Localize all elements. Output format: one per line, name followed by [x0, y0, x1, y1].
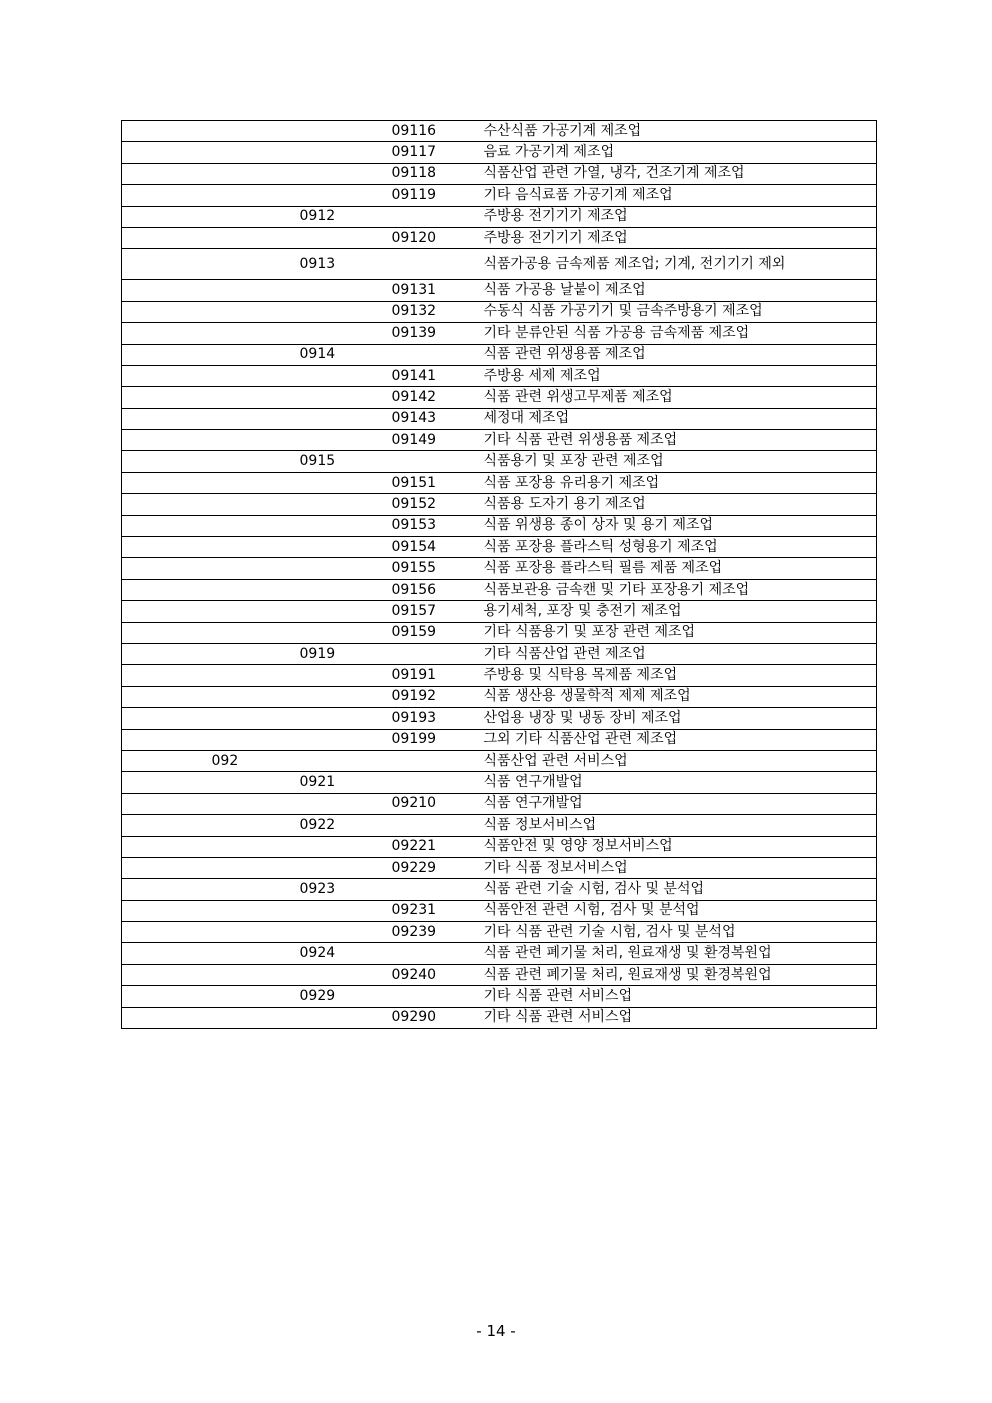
class-name-cell: 식품안전 관련 시험, 검사 및 분석업 — [482, 900, 877, 921]
major-code-cell — [122, 430, 212, 451]
division-code-cell — [212, 772, 300, 793]
class-code-cell — [392, 943, 482, 964]
class-name-cell: 기타 식품 관련 서비스업 — [482, 1007, 877, 1028]
division-code-cell — [212, 344, 300, 365]
class-name-cell: 식품산업 관련 서비스업 — [482, 750, 877, 771]
major-code-cell — [122, 249, 212, 280]
division-code-cell — [212, 121, 300, 142]
class-name-cell: 식품산업 관련 가열, 냉각, 건조기계 제조업 — [482, 163, 877, 184]
class-code-cell — [392, 344, 482, 365]
class-name-cell: 식품 포장용 플라스틱 필름 제품 제조업 — [482, 558, 877, 579]
division-code-cell — [212, 323, 300, 344]
division-code-cell — [212, 472, 300, 493]
major-code-cell — [122, 537, 212, 558]
group-code-cell — [300, 323, 392, 344]
division-code-cell — [212, 836, 300, 857]
class-code-cell: 09240 — [392, 964, 482, 985]
division-code-cell — [212, 964, 300, 985]
division-code-cell — [212, 601, 300, 622]
class-name-cell: 식품 연구개발업 — [482, 772, 877, 793]
class-name-cell: 식품 포장용 유리용기 제조업 — [482, 472, 877, 493]
class-name-cell: 식품보관용 금속캔 및 기타 포장용기 제조업 — [482, 579, 877, 600]
division-code-cell — [212, 430, 300, 451]
division-code-cell — [212, 943, 300, 964]
major-code-cell — [122, 665, 212, 686]
table-row — [122, 206, 877, 227]
group-code-cell — [300, 750, 392, 771]
class-code-cell: 09231 — [392, 900, 482, 921]
group-code-cell — [300, 964, 392, 985]
class-name-cell: 식품 관련 기술 시험, 검사 및 분석업 — [482, 879, 877, 900]
table-row — [122, 643, 877, 664]
table-row — [122, 408, 877, 429]
division-code-cell — [212, 249, 300, 280]
class-code-cell: 09229 — [392, 857, 482, 878]
class-name-cell: 식품 관련 위생고무제품 제조업 — [482, 387, 877, 408]
table-row — [122, 387, 877, 408]
class-name-cell: 기타 식품 관련 기술 시험, 검사 및 분석업 — [482, 922, 877, 943]
table-row — [122, 430, 877, 451]
division-code-cell — [212, 494, 300, 515]
major-code-cell — [122, 579, 212, 600]
table-row — [122, 836, 877, 857]
major-code-cell — [122, 750, 212, 771]
class-code-cell — [392, 986, 482, 1007]
table-row — [122, 249, 877, 280]
division-code-cell — [212, 900, 300, 921]
group-code-cell — [300, 494, 392, 515]
major-code-cell — [122, 943, 212, 964]
class-code-cell: 09141 — [392, 365, 482, 386]
group-code-cell — [300, 793, 392, 814]
major-code-cell — [122, 344, 212, 365]
group-code-cell: 0921 — [300, 772, 392, 793]
major-code-cell — [122, 472, 212, 493]
division-code-cell — [212, 185, 300, 206]
division-code-cell — [212, 793, 300, 814]
class-name-cell: 세정대 제조업 — [482, 408, 877, 429]
group-code-cell — [300, 558, 392, 579]
group-code-cell: 0912 — [300, 206, 392, 227]
classification-table — [121, 120, 877, 1029]
class-code-cell — [392, 750, 482, 771]
major-code-cell — [122, 451, 212, 472]
class-name-cell: 식품용기 및 포장 관련 제조업 — [482, 451, 877, 472]
class-code-cell: 09156 — [392, 579, 482, 600]
group-code-cell — [300, 301, 392, 322]
table-row — [122, 163, 877, 184]
division-code-cell — [212, 686, 300, 707]
major-code-cell — [122, 836, 212, 857]
class-code-cell: 09155 — [392, 558, 482, 579]
division-code-cell — [212, 986, 300, 1007]
division-code-cell — [212, 879, 300, 900]
class-name-cell: 식품 관련 폐기물 처리, 원료재생 및 환경복원업 — [482, 964, 877, 985]
class-name-cell: 식품안전 및 영양 정보서비스업 — [482, 836, 877, 857]
major-code-cell — [122, 515, 212, 536]
major-code-cell — [122, 387, 212, 408]
major-code-cell — [122, 558, 212, 579]
class-code-cell: 09149 — [392, 430, 482, 451]
class-name-cell: 기타 음식료품 가공기계 제조업 — [482, 185, 877, 206]
class-name-cell: 주방용 및 식탁용 목제품 제조업 — [482, 665, 877, 686]
division-code-cell — [212, 922, 300, 943]
class-name-cell: 식품 연구개발업 — [482, 793, 877, 814]
group-code-cell — [300, 922, 392, 943]
class-name-cell: 식품 가공용 날붙이 제조업 — [482, 280, 877, 301]
major-code-cell — [122, 772, 212, 793]
table-row — [122, 900, 877, 921]
division-code-cell — [212, 815, 300, 836]
class-code-cell: 09151 — [392, 472, 482, 493]
group-code-cell — [300, 408, 392, 429]
class-code-cell: 09210 — [392, 793, 482, 814]
group-code-cell — [300, 537, 392, 558]
table-row — [122, 622, 877, 643]
class-code-cell: 09290 — [392, 1007, 482, 1028]
class-name-cell: 기타 식품산업 관련 제조업 — [482, 643, 877, 664]
table-row — [122, 301, 877, 322]
classification-table-body — [122, 121, 877, 1029]
class-name-cell: 주방용 전기기기 제조업 — [482, 206, 877, 227]
class-code-cell: 09192 — [392, 686, 482, 707]
table-row — [122, 579, 877, 600]
group-code-cell — [300, 1007, 392, 1028]
group-code-cell — [300, 729, 392, 750]
division-code-cell — [212, 708, 300, 729]
table-row — [122, 344, 877, 365]
table-row — [122, 494, 877, 515]
major-code-cell — [122, 986, 212, 1007]
division-code-cell — [212, 622, 300, 643]
class-code-cell: 09142 — [392, 387, 482, 408]
group-code-cell — [300, 622, 392, 643]
class-code-cell: 09199 — [392, 729, 482, 750]
group-code-cell: 0924 — [300, 943, 392, 964]
major-code-cell — [122, 185, 212, 206]
class-code-cell — [392, 249, 482, 280]
table-row — [122, 515, 877, 536]
major-code-cell — [122, 365, 212, 386]
class-code-cell: 09157 — [392, 601, 482, 622]
major-code-cell — [122, 280, 212, 301]
major-code-cell — [122, 964, 212, 985]
division-code-cell — [212, 515, 300, 536]
class-name-cell: 기타 식품용기 및 포장 관련 제조업 — [482, 622, 877, 643]
major-code-cell — [122, 494, 212, 515]
class-name-cell: 음료 가공기계 제조업 — [482, 142, 877, 163]
division-code-cell — [212, 227, 300, 248]
class-name-cell: 식품 정보서비스업 — [482, 815, 877, 836]
group-code-cell — [300, 142, 392, 163]
table-row — [122, 323, 877, 344]
class-name-cell: 식품용 도자기 용기 제조업 — [482, 494, 877, 515]
class-name-cell: 식품 관련 폐기물 처리, 원료재생 및 환경복원업 — [482, 943, 877, 964]
major-code-cell — [122, 857, 212, 878]
class-name-cell: 식품 생산용 생물학적 제제 제조업 — [482, 686, 877, 707]
group-code-cell — [300, 121, 392, 142]
table-row — [122, 121, 877, 142]
table-row — [122, 879, 877, 900]
group-code-cell — [300, 185, 392, 206]
division-code-cell — [212, 365, 300, 386]
table-row — [122, 772, 877, 793]
division-code-cell — [212, 301, 300, 322]
table-row — [122, 922, 877, 943]
class-code-cell: 09139 — [392, 323, 482, 344]
table-row — [122, 142, 877, 163]
class-name-cell: 주방용 전기기기 제조업 — [482, 227, 877, 248]
group-code-cell — [300, 280, 392, 301]
class-name-cell: 기타 식품 관련 서비스업 — [482, 986, 877, 1007]
division-code-cell — [212, 1007, 300, 1028]
table-row — [122, 365, 877, 386]
table-row — [122, 729, 877, 750]
table-row — [122, 451, 877, 472]
group-code-cell — [300, 430, 392, 451]
class-code-cell: 09153 — [392, 515, 482, 536]
division-code-cell — [212, 643, 300, 664]
group-code-cell — [300, 163, 392, 184]
class-code-cell: 09143 — [392, 408, 482, 429]
class-name-cell: 식품가공용 금속제품 제조업; 기계, 전기기기 제외 — [482, 249, 877, 280]
class-code-cell: 09193 — [392, 708, 482, 729]
class-code-cell — [392, 772, 482, 793]
table-row — [122, 986, 877, 1007]
class-code-cell — [392, 815, 482, 836]
table-row — [122, 665, 877, 686]
class-code-cell — [392, 643, 482, 664]
division-code-cell — [212, 857, 300, 878]
major-code-cell — [122, 900, 212, 921]
major-code-cell — [122, 793, 212, 814]
major-code-cell — [122, 686, 212, 707]
division-code-cell — [212, 579, 300, 600]
division-code-cell — [212, 280, 300, 301]
table-row — [122, 537, 877, 558]
group-code-cell — [300, 472, 392, 493]
table-row — [122, 750, 877, 771]
group-code-cell — [300, 579, 392, 600]
division-code-cell — [212, 451, 300, 472]
major-code-cell — [122, 879, 212, 900]
table-row — [122, 601, 877, 622]
class-code-cell: 09239 — [392, 922, 482, 943]
group-code-cell: 0919 — [300, 643, 392, 664]
class-name-cell: 주방용 세제 제조업 — [482, 365, 877, 386]
major-code-cell — [122, 301, 212, 322]
class-name-cell: 기타 분류안된 식품 가공용 금속제품 제조업 — [482, 323, 877, 344]
class-code-cell — [392, 879, 482, 900]
division-code-cell — [212, 537, 300, 558]
group-code-cell: 0923 — [300, 879, 392, 900]
class-code-cell: 09118 — [392, 163, 482, 184]
class-code-cell: 09117 — [392, 142, 482, 163]
class-name-cell: 기타 식품 관련 위생용품 제조업 — [482, 430, 877, 451]
group-code-cell: 0913 — [300, 249, 392, 280]
class-code-cell — [392, 206, 482, 227]
class-code-cell — [392, 451, 482, 472]
class-name-cell: 산업용 냉장 및 냉동 장비 제조업 — [482, 708, 877, 729]
table-row — [122, 280, 877, 301]
table-row — [122, 227, 877, 248]
division-code-cell: 092 — [212, 750, 300, 771]
table-row — [122, 1007, 877, 1028]
group-code-cell: 0922 — [300, 815, 392, 836]
class-code-cell: 09159 — [392, 622, 482, 643]
class-code-cell: 09191 — [392, 665, 482, 686]
table-row — [122, 964, 877, 985]
class-name-cell: 수산식품 가공기계 제조업 — [482, 121, 877, 142]
class-name-cell: 그외 기타 식품산업 관련 제조업 — [482, 729, 877, 750]
table-row — [122, 857, 877, 878]
group-code-cell — [300, 836, 392, 857]
major-code-cell — [122, 815, 212, 836]
group-code-cell — [300, 900, 392, 921]
group-code-cell: 0929 — [300, 986, 392, 1007]
class-code-cell: 09221 — [392, 836, 482, 857]
class-code-cell: 09120 — [392, 227, 482, 248]
class-name-cell: 식품 관련 위생용품 제조업 — [482, 344, 877, 365]
major-code-cell — [122, 729, 212, 750]
class-code-cell: 09132 — [392, 301, 482, 322]
division-code-cell — [212, 387, 300, 408]
group-code-cell — [300, 601, 392, 622]
class-code-cell: 09152 — [392, 494, 482, 515]
group-code-cell — [300, 665, 392, 686]
major-code-cell — [122, 408, 212, 429]
major-code-cell — [122, 922, 212, 943]
table-row — [122, 815, 877, 836]
class-name-cell: 식품 위생용 종이 상자 및 용기 제조업 — [482, 515, 877, 536]
class-code-cell: 09119 — [392, 185, 482, 206]
major-code-cell — [122, 227, 212, 248]
class-code-cell: 09131 — [392, 280, 482, 301]
division-code-cell — [212, 206, 300, 227]
group-code-cell — [300, 515, 392, 536]
major-code-cell — [122, 121, 212, 142]
major-code-cell — [122, 643, 212, 664]
class-code-cell: 09154 — [392, 537, 482, 558]
major-code-cell — [122, 622, 212, 643]
major-code-cell — [122, 163, 212, 184]
major-code-cell — [122, 206, 212, 227]
major-code-cell — [122, 323, 212, 344]
class-name-cell: 기타 식품 정보서비스업 — [482, 857, 877, 878]
division-code-cell — [212, 729, 300, 750]
table-row — [122, 943, 877, 964]
group-code-cell — [300, 857, 392, 878]
major-code-cell — [122, 1007, 212, 1028]
table-row — [122, 686, 877, 707]
major-code-cell — [122, 142, 212, 163]
major-code-cell — [122, 708, 212, 729]
group-code-cell — [300, 686, 392, 707]
class-name-cell: 수동식 식품 가공기기 및 금속주방용기 제조업 — [482, 301, 877, 322]
division-code-cell — [212, 408, 300, 429]
table-row — [122, 708, 877, 729]
division-code-cell — [212, 558, 300, 579]
division-code-cell — [212, 665, 300, 686]
table-row — [122, 558, 877, 579]
class-code-cell: 09116 — [392, 121, 482, 142]
class-name-cell: 식품 포장용 플라스틱 성형용기 제조업 — [482, 537, 877, 558]
class-name-cell: 용기세척, 포장 및 충전기 제조업 — [482, 601, 877, 622]
group-code-cell — [300, 365, 392, 386]
group-code-cell: 0914 — [300, 344, 392, 365]
group-code-cell — [300, 227, 392, 248]
major-code-cell — [122, 601, 212, 622]
table-row — [122, 185, 877, 206]
group-code-cell — [300, 387, 392, 408]
page-number: - 14 - — [476, 1322, 516, 1340]
division-code-cell — [212, 163, 300, 184]
group-code-cell: 0915 — [300, 451, 392, 472]
group-code-cell — [300, 708, 392, 729]
division-code-cell — [212, 142, 300, 163]
table-row — [122, 793, 877, 814]
table-row — [122, 472, 877, 493]
